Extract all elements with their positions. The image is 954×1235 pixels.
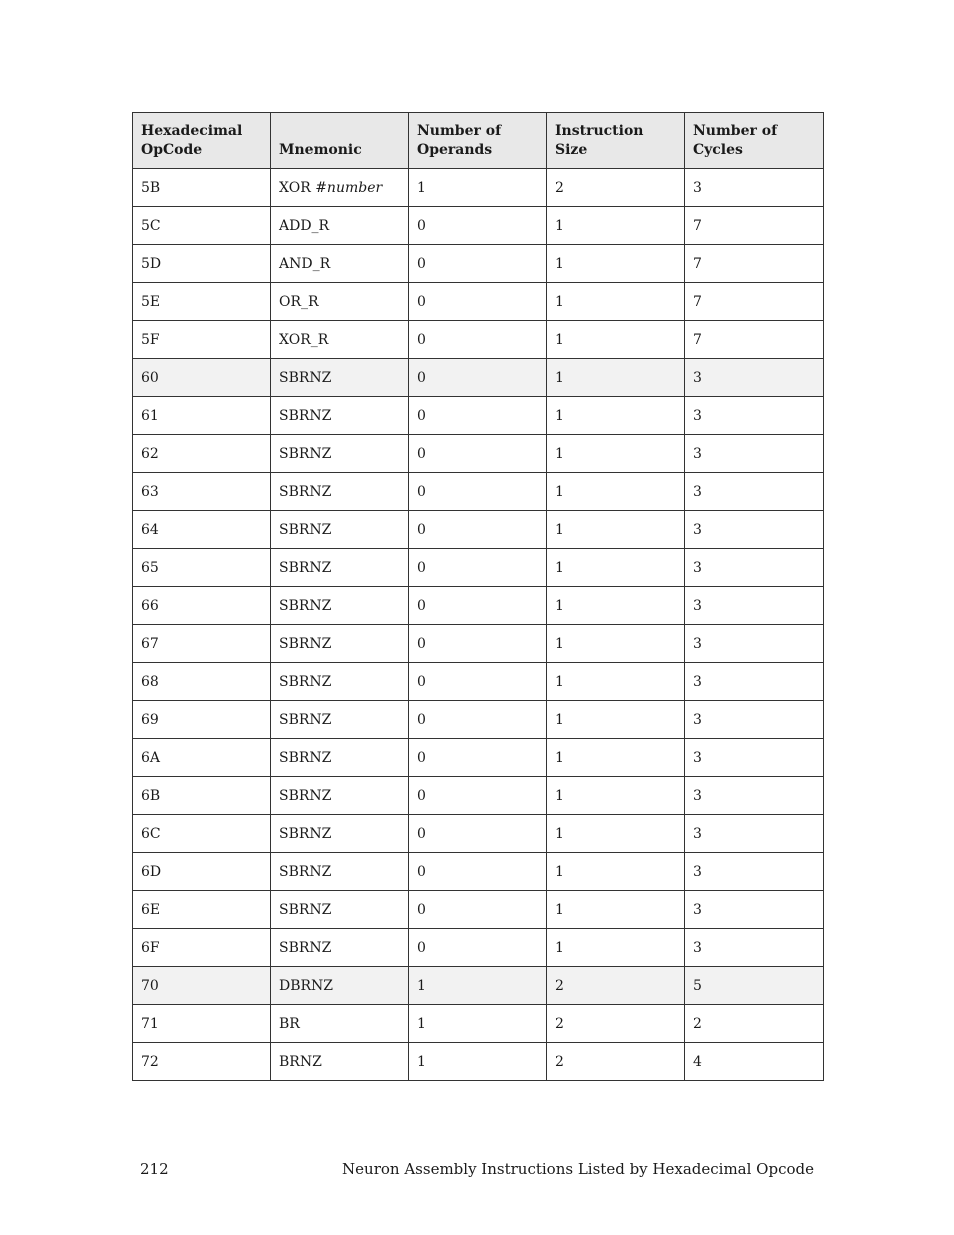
cell-cycles: 5 (685, 967, 824, 1005)
table-row (133, 587, 824, 625)
cell-operands: 0 (409, 929, 547, 967)
header-row (133, 113, 824, 169)
mnemonic-text: SBRNZ (279, 521, 332, 538)
cell-instruction-size: 2 (547, 1043, 685, 1081)
cell-cycles: 3 (685, 891, 824, 929)
cell-instruction-size: 1 (547, 853, 685, 891)
cell-operands: 0 (409, 397, 547, 435)
cell-mnemonic (271, 777, 409, 815)
table-row (133, 359, 824, 397)
table-header (133, 113, 824, 169)
cell-instruction-size: 2 (547, 967, 685, 1005)
cell-operands: 0 (409, 587, 547, 625)
cell-opcode: 6C (133, 815, 271, 853)
cell-operands: 0 (409, 625, 547, 663)
cell-opcode: 71 (133, 1005, 271, 1043)
cell-operands: 0 (409, 359, 547, 397)
cell-cycles: 3 (685, 397, 824, 435)
cell-operands: 0 (409, 207, 547, 245)
cell-cycles: 3 (685, 701, 824, 739)
cell-cycles: 7 (685, 245, 824, 283)
table-row (133, 549, 824, 587)
cell-operands: 0 (409, 739, 547, 777)
cell-instruction-size: 1 (547, 473, 685, 511)
cell-cycles: 3 (685, 929, 824, 967)
cell-instruction-size: 1 (547, 435, 685, 473)
mnemonic-text: SBRNZ (279, 673, 332, 690)
cell-mnemonic (271, 891, 409, 929)
cell-opcode: 63 (133, 473, 271, 511)
table-row (133, 245, 824, 283)
cell-cycles: 3 (685, 853, 824, 891)
cell-opcode: 6F (133, 929, 271, 967)
table-row (133, 815, 824, 853)
cell-operands: 0 (409, 283, 547, 321)
cell-instruction-size: 1 (547, 625, 685, 663)
cell-cycles: 3 (685, 511, 824, 549)
mnemonic-text: SBRNZ (279, 939, 332, 956)
cell-opcode: 5D (133, 245, 271, 283)
table-row (133, 853, 824, 891)
table-row (133, 967, 824, 1005)
cell-cycles: 7 (685, 283, 824, 321)
cell-mnemonic (271, 397, 409, 435)
cell-mnemonic (271, 739, 409, 777)
mnemonic-text: XOR # (279, 179, 327, 196)
cell-opcode: 68 (133, 663, 271, 701)
cell-instruction-size: 1 (547, 701, 685, 739)
cell-operands: 1 (409, 967, 547, 1005)
mnemonic-text: SBRNZ (279, 559, 332, 576)
cell-operands: 1 (409, 1043, 547, 1081)
cell-mnemonic (271, 853, 409, 891)
cell-opcode: 62 (133, 435, 271, 473)
cell-mnemonic (271, 321, 409, 359)
mnemonic-text: SBRNZ (279, 445, 332, 462)
cell-opcode: 69 (133, 701, 271, 739)
cell-instruction-size: 2 (547, 169, 685, 207)
cell-opcode: 6D (133, 853, 271, 891)
mnemonic-text: SBRNZ (279, 749, 332, 766)
cell-cycles: 3 (685, 739, 824, 777)
cell-instruction-size: 1 (547, 511, 685, 549)
cell-operands: 0 (409, 815, 547, 853)
cell-instruction-size: 1 (547, 207, 685, 245)
cell-operands: 0 (409, 701, 547, 739)
header-mnemonic: Mnemonic (271, 113, 409, 169)
mnemonic-text: AND_R (279, 255, 331, 272)
mnemonic-text: SBRNZ (279, 407, 332, 424)
opcode-table (132, 112, 824, 1081)
cell-instruction-size: 1 (547, 739, 685, 777)
table-row (133, 169, 824, 207)
cell-mnemonic (271, 245, 409, 283)
cell-opcode: 64 (133, 511, 271, 549)
cell-operands: 0 (409, 511, 547, 549)
mnemonic-text: BR (279, 1015, 300, 1032)
cell-cycles: 3 (685, 815, 824, 853)
cell-mnemonic (271, 511, 409, 549)
mnemonic-text: SBRNZ (279, 597, 332, 614)
cell-opcode: 5F (133, 321, 271, 359)
cell-operands: 0 (409, 321, 547, 359)
cell-mnemonic (271, 663, 409, 701)
cell-opcode: 65 (133, 549, 271, 587)
table-row (133, 1005, 824, 1043)
footer-title: Neuron Assembly Instructions Listed by Hexadecimal Opcode (342, 1160, 814, 1178)
cell-operands: 0 (409, 891, 547, 929)
cell-mnemonic (271, 967, 409, 1005)
cell-opcode: 5B (133, 169, 271, 207)
cell-opcode: 61 (133, 397, 271, 435)
table-row (133, 473, 824, 511)
table-row (133, 701, 824, 739)
table-row (133, 739, 824, 777)
mnemonic-text: SBRNZ (279, 825, 332, 842)
table-row (133, 891, 824, 929)
cell-instruction-size: 1 (547, 929, 685, 967)
page-number: 212 (140, 1160, 169, 1178)
cell-opcode: 6E (133, 891, 271, 929)
mnemonic-text: SBRNZ (279, 901, 332, 918)
cell-mnemonic (271, 169, 409, 207)
cell-opcode: 6A (133, 739, 271, 777)
cell-instruction-size: 1 (547, 321, 685, 359)
cell-instruction-size: 1 (547, 359, 685, 397)
cell-operands: 0 (409, 777, 547, 815)
table-row (133, 511, 824, 549)
cell-cycles: 3 (685, 777, 824, 815)
cell-operands: 0 (409, 435, 547, 473)
cell-mnemonic (271, 283, 409, 321)
cell-operands: 1 (409, 169, 547, 207)
cell-instruction-size: 1 (547, 587, 685, 625)
cell-operands: 1 (409, 1005, 547, 1043)
cell-mnemonic (271, 549, 409, 587)
cell-mnemonic (271, 359, 409, 397)
cell-instruction-size: 1 (547, 549, 685, 587)
cell-cycles: 3 (685, 625, 824, 663)
cell-mnemonic (271, 1005, 409, 1043)
header-number-of-cycles: Number of Cycles (685, 113, 824, 169)
cell-opcode: 67 (133, 625, 271, 663)
table-row (133, 397, 824, 435)
header-hex-opcode: Hexadecimal OpCode (133, 113, 271, 169)
cell-cycles: 7 (685, 321, 824, 359)
table-row (133, 625, 824, 663)
cell-mnemonic (271, 929, 409, 967)
cell-mnemonic (271, 435, 409, 473)
table-row (133, 777, 824, 815)
cell-mnemonic (271, 587, 409, 625)
cell-cycles: 7 (685, 207, 824, 245)
cell-opcode: 72 (133, 1043, 271, 1081)
table-row (133, 1043, 824, 1081)
table-row (133, 283, 824, 321)
table-row (133, 929, 824, 967)
cell-cycles: 3 (685, 169, 824, 207)
cell-instruction-size: 1 (547, 397, 685, 435)
cell-cycles: 3 (685, 663, 824, 701)
cell-instruction-size: 2 (547, 1005, 685, 1043)
cell-opcode: 5E (133, 283, 271, 321)
cell-instruction-size: 1 (547, 891, 685, 929)
mnemonic-text: OR_R (279, 293, 319, 310)
cell-mnemonic (271, 815, 409, 853)
cell-mnemonic (271, 1043, 409, 1081)
cell-cycles: 3 (685, 359, 824, 397)
mnemonic-text: DBRNZ (279, 977, 334, 994)
table-body (133, 169, 824, 1081)
cell-cycles: 3 (685, 473, 824, 511)
cell-instruction-size: 1 (547, 777, 685, 815)
mnemonic-text: SBRNZ (279, 369, 332, 386)
cell-mnemonic (271, 701, 409, 739)
cell-cycles: 3 (685, 549, 824, 587)
cell-cycles: 2 (685, 1005, 824, 1043)
cell-instruction-size: 1 (547, 663, 685, 701)
cell-cycles: 3 (685, 435, 824, 473)
mnemonic-text: SBRNZ (279, 635, 332, 652)
cell-mnemonic (271, 473, 409, 511)
table-row (133, 663, 824, 701)
cell-instruction-size: 1 (547, 815, 685, 853)
cell-opcode: 6B (133, 777, 271, 815)
cell-operands: 0 (409, 663, 547, 701)
table-row (133, 435, 824, 473)
cell-opcode: 66 (133, 587, 271, 625)
cell-cycles: 3 (685, 587, 824, 625)
mnemonic-argument: number (326, 179, 383, 196)
header-instruction-size: Instruction Size (547, 113, 685, 169)
mnemonic-text: SBRNZ (279, 787, 332, 804)
cell-operands: 0 (409, 473, 547, 511)
mnemonic-text: SBRNZ (279, 483, 332, 500)
table-row (133, 207, 824, 245)
cell-mnemonic (271, 625, 409, 663)
cell-instruction-size: 1 (547, 283, 685, 321)
header-number-of-operands: Number of Operands (409, 113, 547, 169)
cell-mnemonic (271, 207, 409, 245)
cell-instruction-size: 1 (547, 245, 685, 283)
cell-operands: 0 (409, 853, 547, 891)
cell-operands: 0 (409, 549, 547, 587)
cell-opcode: 70 (133, 967, 271, 1005)
cell-operands: 0 (409, 245, 547, 283)
mnemonic-text: BRNZ (279, 1053, 322, 1070)
mnemonic-text: ADD_R (279, 217, 330, 234)
cell-cycles: 4 (685, 1043, 824, 1081)
mnemonic-text: SBRNZ (279, 711, 332, 728)
table-row (133, 321, 824, 359)
mnemonic-text: XOR_R (279, 331, 329, 348)
cell-opcode: 60 (133, 359, 271, 397)
mnemonic-text: SBRNZ (279, 863, 332, 880)
cell-opcode: 5C (133, 207, 271, 245)
